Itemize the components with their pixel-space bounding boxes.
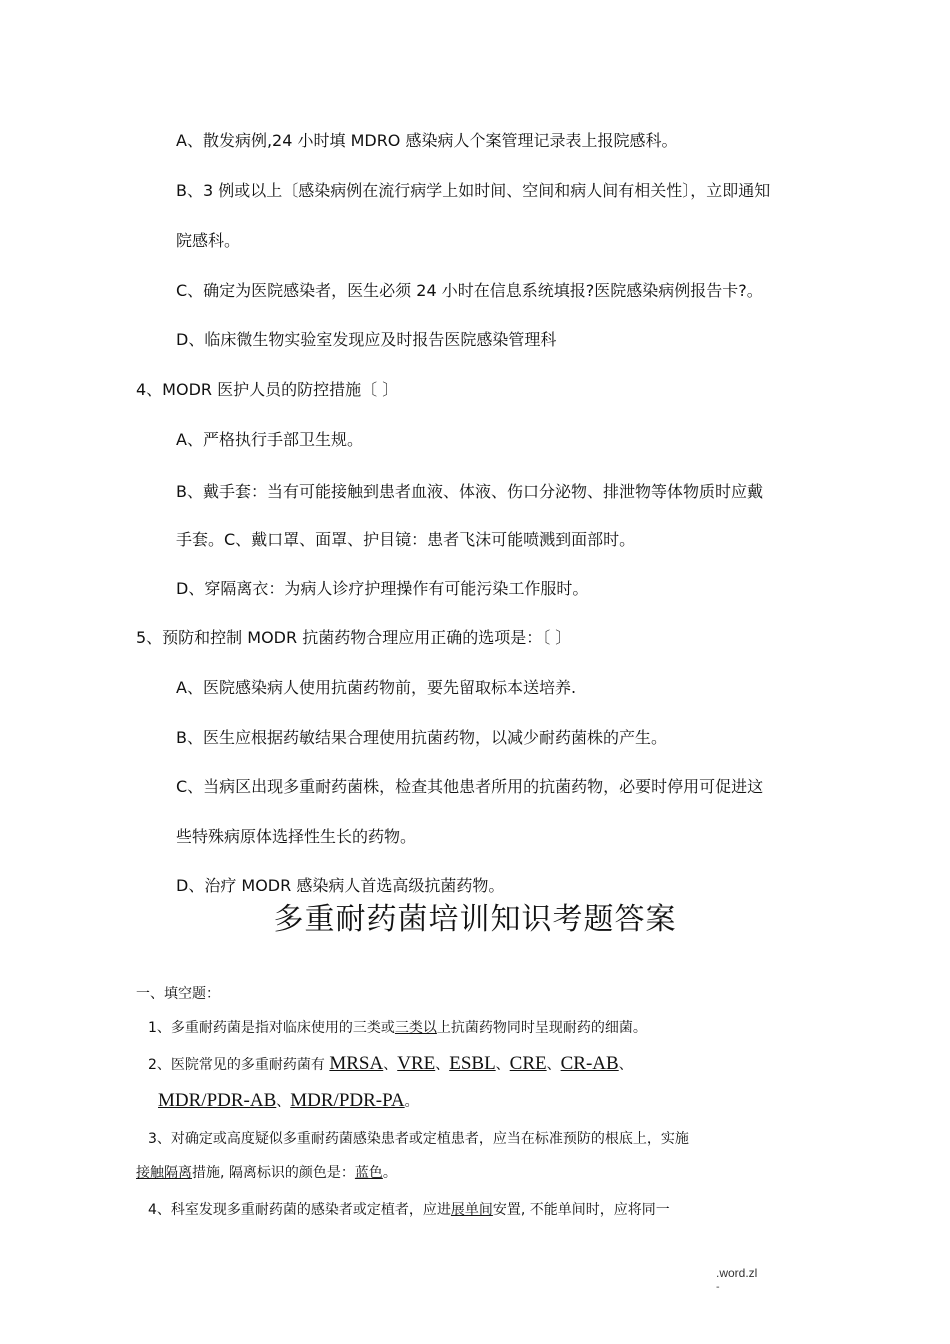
q5-option-c-line2: 些特殊病原体选择性生长的药物。 <box>176 827 417 846</box>
fill-item-4 <box>148 1201 670 1219</box>
fill-section-heading: 一、填空题： <box>136 986 220 1002</box>
fill-item-3-answer-2: 蓝色 <box>354 1165 383 1181</box>
answer-title: 多重耐药菌培训知识考题答案 <box>273 902 677 937</box>
separator: 、 <box>383 1057 398 1073</box>
separator: 、 <box>546 1057 561 1073</box>
fill-item-4-answer: 展单间 <box>450 1202 493 1218</box>
q5-option-a: A、医院感染病人使用抗菌药物前，要先留取标本送培养. <box>176 678 577 697</box>
fill-item-3-line2 <box>136 1164 397 1182</box>
fill-item-2-answer-1: MRSA <box>329 1053 384 1074</box>
q4-option-b-line2: 手套。C、戴口罩、面罩、护目镜：患者飞沫可能喷溅到面部时。 <box>176 530 636 549</box>
q5-stem: 5、预防和控制 MODR 抗菌药物合理应用正确的选项是：〔 〕 <box>136 628 572 647</box>
q5-option-c-line1: C、当病区出现多重耐药菌株，检查其他患者所用的抗菌药物，必要时停用可促进这 <box>176 777 764 796</box>
fill-item-3-line1: 3、对确定或高度疑似多重耐药菌感染患者或定植患者，应当在标准预防的根底上，实施 <box>148 1131 689 1147</box>
q3-option-a: A、散发病例,24 小时填 MDRO 感染病人个案管理记录表上报院感科。 <box>176 131 678 150</box>
footer-dash: - <box>716 1282 720 1293</box>
fill-item-4-prefix: 4、科室发现多重耐药菌的感染者或定植者，应进 <box>148 1202 451 1218</box>
fill-item-1 <box>148 1019 647 1037</box>
fill-item-2-answer-2: VRE <box>397 1053 436 1074</box>
fill-item-2-answer-4: CRE <box>509 1053 547 1074</box>
fill-item-2-answer-6: MDR/PDR-AB <box>158 1090 277 1111</box>
fill-item-3-end: 。 <box>382 1165 397 1181</box>
fill-item-2-line2 <box>158 1092 419 1111</box>
fill-item-2-answer-7: MDR/PDR-PA <box>290 1090 405 1111</box>
fill-item-2-prefix: 2、医院常见的多重耐药菌有 <box>148 1057 330 1073</box>
fill-item-2-end: 。 <box>404 1094 419 1110</box>
fill-item-3-answer-1: 接触隔离 <box>136 1165 192 1181</box>
q5-option-b: B、医生应根据药敏结果合理使用抗菌药物，以减少耐药菌株的产生。 <box>176 728 667 747</box>
separator: 、 <box>276 1094 291 1110</box>
q3-option-c: C、确定为医院感染者，医生必须 24 小时在信息系统填报?医院感染病例报告卡?。 <box>176 281 763 300</box>
fill-item-4-suffix: 安置, 不能单间时，应将同一 <box>492 1202 670 1218</box>
q4-option-a: A、严格执行手部卫生规。 <box>176 430 363 449</box>
q5-option-d: D、治疗 MODR 感染病人首选高级抗菌药物。 <box>176 876 505 895</box>
fill-item-3-middle: 措施, 隔离标识的颜色是： <box>192 1165 355 1181</box>
footer-text: .word.zl <box>716 1266 758 1280</box>
separator: 、 <box>495 1057 510 1073</box>
fill-item-2-answer-5: CR-AB <box>560 1053 619 1074</box>
q4-option-b-line1: B、戴手套：当有可能接触到患者血液、体液、伤口分泌物、排泄物等体物质时应戴 <box>176 482 763 501</box>
q4-option-d: D、穿隔离衣：为病人诊疗护理操作有可能污染工作服时。 <box>176 579 589 598</box>
fill-item-2-answer-3: ESBL <box>449 1053 496 1074</box>
q3-option-b-line2: 院感科。 <box>176 231 241 250</box>
separator: 、 <box>435 1057 450 1073</box>
fill-item-2-line1 <box>148 1055 633 1074</box>
q3-option-d: D、临床微生物实验室发现应及时报告医院感染管理科 <box>176 330 557 349</box>
separator: 、 <box>618 1057 633 1073</box>
q3-option-b-line1: B、3 例或以上〔感染病例在流行病学上如时间、空间和病人间有相关性〕，立即通知 <box>176 181 771 200</box>
fill-item-1-prefix: 1、多重耐药菌是指对临床使用的三类或 <box>148 1020 395 1036</box>
q4-stem: 4、MODR 医护人员的防控措施〔 〕 <box>136 380 399 399</box>
fill-item-1-suffix: 上抗菌药物同时呈现耐药的细菌。 <box>436 1020 647 1036</box>
fill-item-1-answer: 三类以 <box>394 1020 437 1036</box>
